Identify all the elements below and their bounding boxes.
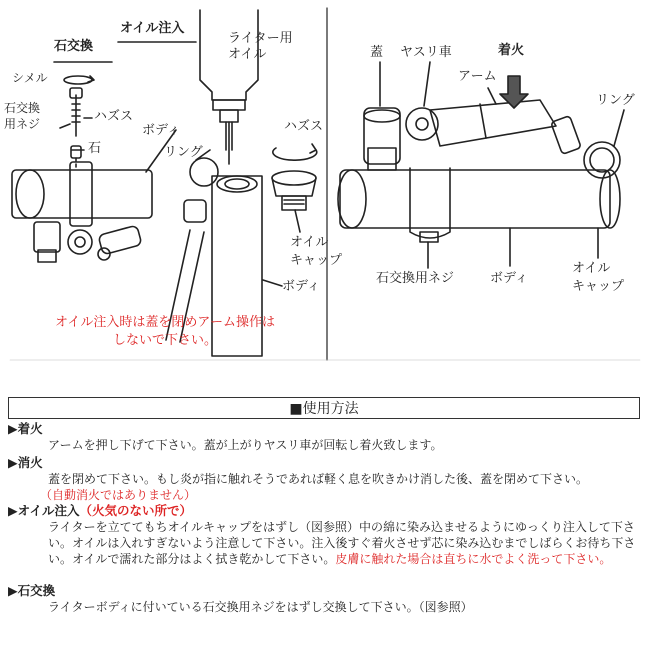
label-arm: アーム [458,69,497,84]
section-title-stone: ▶石交換 [8,583,56,598]
label-stone: 石 [88,141,102,156]
usage-instructions [0,397,650,650]
oil-warning-text [20,314,310,350]
label-file-wheel: ヤスリ車 [400,45,452,60]
label-oil-cap-mid-line1: オイル [290,235,329,250]
usage-header [8,397,640,419]
label-stone-screw-right: 石交換用ネジ [376,271,455,286]
label-oil-fill: オイル注入 [120,21,185,36]
section-body-oil [48,519,638,567]
oil-warning-line1: オイル注入時は蓋を閉めアーム操作は [55,315,275,330]
label-lighter-oil-line2: オイル [228,47,267,62]
label-ignite: 着火 [498,43,525,58]
label-body-mid: ボディ [282,279,320,294]
section-body-stone: ライターボディに付いている石交換用ネジをはずし交換して下さい。（図参照） [48,600,473,614]
section-body-oil-warning: 皮膚に触れた場合は直ちに水でよく洗って下さい。 [335,552,612,566]
label-body-left: ボディ [142,123,180,138]
section-body-oil-text: ライターを立ててもちオイルキャップをはずし（図参照）中の綿に染み込ませるようにゆっくり注入して下さい。オイルは入れすぎないよう注意して下さい。注入後すぐ着火させず芯に染み込むまでしばらくお待ち下さい。オイルで濡れた部分はよく拭き乾かして下さい。 [48,520,636,566]
section-title-oil-note: （火気のない所で） [79,503,193,518]
section-note-extinguish: （自動消火ではありません） [40,488,197,502]
section-title-ignite: ▶着火 [8,421,43,436]
label-shimeru: シメル [12,71,48,85]
section-title-oil [8,503,192,519]
label-hazusu-left: ハズス [94,109,134,124]
label-lid: 蓋 [370,45,384,60]
label-hazusu-mid: ハズス [284,119,324,134]
label-lighter-oil-line1: ライター用 [228,31,293,46]
section-title-extinguish: ▶消火 [8,455,43,470]
usage-header-title: 使用方法 [302,401,359,417]
label-oil-cap-mid-line2: キャップ [290,253,343,268]
header-square-icon: ■ [289,401,303,417]
label-stone-screw-line2: 用ネジ [4,117,41,131]
label-ring-left: リング [164,145,203,160]
label-ring-right: リング [596,93,635,108]
label-body-right: ボディ [490,271,528,286]
oil-warning-line2: しないで下さい。 [112,333,217,348]
label-oil-cap-right-line1: オイル [572,261,611,276]
label-oil-cap-right-line2: キャップ [572,279,625,294]
section-title-oil-text: ▶オイル注入 [8,503,80,518]
section-body-extinguish: 蓋を閉めて下さい。もし炎が指に触れそうであれば軽く息を吹きかけ消した後、蓋を閉めて下さい。 [48,472,589,486]
section-body-ignite: アームを押し下げて下さい。蓋が上がりヤスリ車が回転し着火致します。 [48,438,443,452]
label-stone-screw-line1: 石交換 [4,101,41,115]
label-stone-change: 石交換 [54,39,94,54]
